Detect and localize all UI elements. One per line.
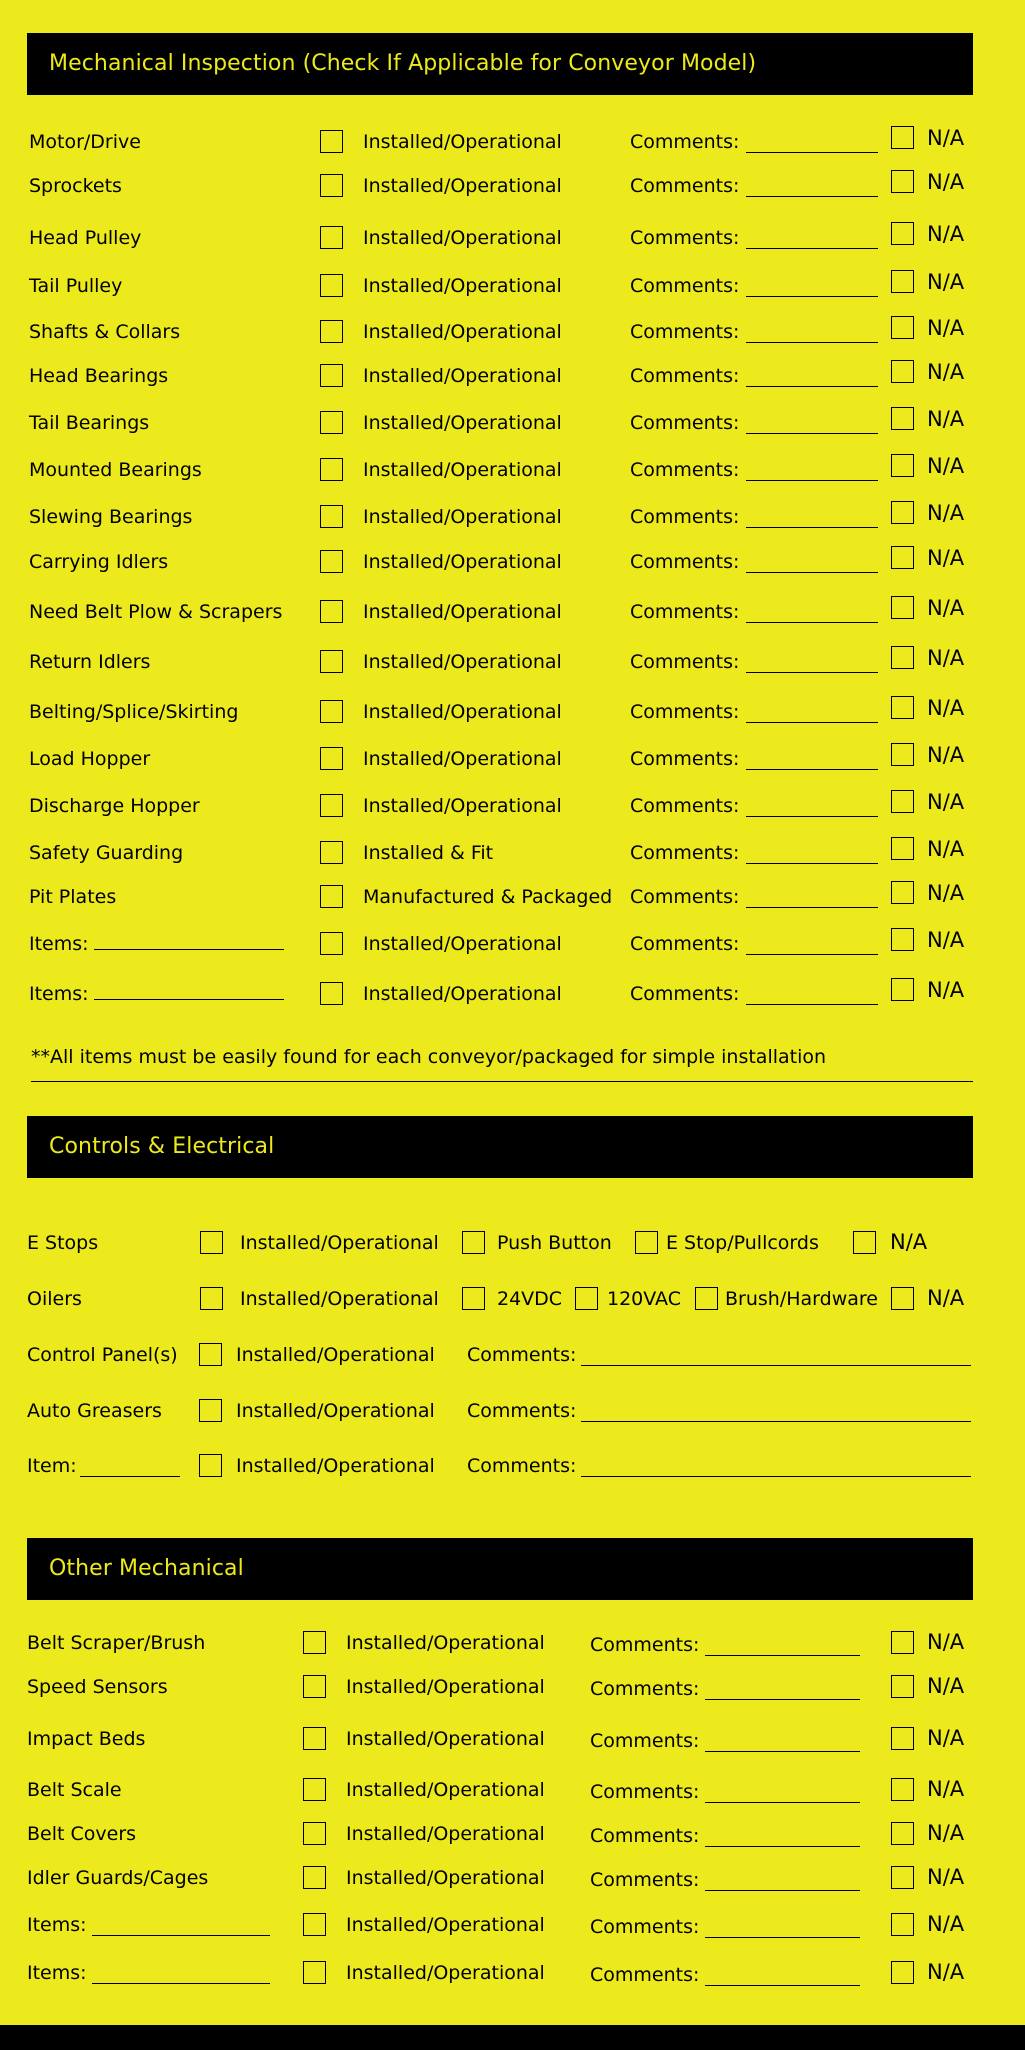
checkbox-na[interactable] bbox=[891, 546, 914, 569]
checkbox-na[interactable] bbox=[891, 1778, 914, 1801]
option-label: Brush/Hardware bbox=[725, 1288, 878, 1310]
status-label: Installed & Fit bbox=[363, 842, 494, 864]
comments-label: Comments: bbox=[590, 1825, 700, 1847]
na-label: N/A bbox=[927, 1286, 965, 1310]
checkbox-na[interactable] bbox=[891, 222, 914, 245]
checkbox-installed[interactable] bbox=[320, 320, 343, 343]
na-label: N/A bbox=[927, 837, 965, 861]
status-label: Installed/Operational bbox=[346, 1632, 545, 1654]
other-section-header: Other Mechanical bbox=[27, 1538, 973, 1600]
comments-label: Comments: bbox=[630, 601, 740, 623]
comments-label: Comments: bbox=[590, 1916, 700, 1938]
checkbox-installed[interactable] bbox=[320, 226, 343, 249]
na-label: N/A bbox=[927, 1865, 965, 1889]
status-label: Installed/Operational bbox=[363, 701, 562, 723]
status-label: Installed/Operational bbox=[363, 506, 562, 528]
option-label: Installed/Operational bbox=[240, 1232, 439, 1254]
status-label: Installed/Operational bbox=[363, 601, 562, 623]
checkbox-installed[interactable] bbox=[320, 364, 343, 387]
row-label: Tail Pulley bbox=[29, 275, 123, 297]
na-label: N/A bbox=[927, 407, 965, 431]
na-label: N/A bbox=[927, 454, 965, 478]
checkbox-na[interactable] bbox=[891, 360, 914, 383]
checkbox-installed[interactable] bbox=[320, 700, 343, 723]
row-label: E Stops bbox=[27, 1232, 99, 1254]
comments-label: Comments: bbox=[590, 1964, 700, 1986]
comments-field[interactable] bbox=[746, 705, 878, 723]
checkbox-na[interactable] bbox=[891, 1913, 914, 1936]
comments-label: Comments: bbox=[630, 933, 740, 955]
status-label: Installed/Operational bbox=[363, 227, 562, 249]
comments-field[interactable] bbox=[746, 179, 878, 197]
mechanical-section-header: Mechanical Inspection (Check If Applicable for Conveyor Model) bbox=[27, 33, 973, 95]
na-label: N/A bbox=[927, 978, 965, 1002]
comments-field[interactable] bbox=[705, 1829, 860, 1847]
checkbox-na[interactable] bbox=[891, 407, 914, 430]
row-label: Belting/Splice/Skirting bbox=[29, 701, 239, 723]
comments-label: Comments: bbox=[630, 651, 740, 673]
checkbox-na[interactable] bbox=[891, 696, 914, 719]
status-label: Installed/Operational bbox=[363, 795, 562, 817]
checkbox-installed[interactable] bbox=[303, 1727, 326, 1750]
comments-field[interactable] bbox=[746, 937, 878, 955]
na-label: N/A bbox=[927, 596, 965, 620]
comments-field[interactable] bbox=[705, 1734, 860, 1752]
checkbox-installed[interactable] bbox=[320, 505, 343, 528]
comments-label: Comments: bbox=[630, 175, 740, 197]
status-label: Installed/Operational bbox=[236, 1344, 435, 1366]
comments-label: Comments: bbox=[630, 321, 740, 343]
option-label: E Stop/Pullcords bbox=[666, 1232, 819, 1254]
comments-label: Comments: bbox=[630, 227, 740, 249]
checkbox-installed[interactable] bbox=[320, 794, 343, 817]
comments-label: Comments: bbox=[630, 275, 740, 297]
row-label: Oilers bbox=[27, 1288, 82, 1310]
item-name-field[interactable] bbox=[92, 1966, 270, 1984]
na-label: N/A bbox=[927, 501, 965, 525]
checkbox-installed[interactable] bbox=[320, 411, 343, 434]
row-label: Control Panel(s) bbox=[27, 1344, 178, 1366]
comments-field[interactable] bbox=[746, 325, 878, 343]
checkbox-installed[interactable] bbox=[303, 1961, 326, 1984]
status-label: Installed/Operational bbox=[363, 275, 562, 297]
checkbox-na[interactable] bbox=[891, 646, 914, 669]
footer-bar bbox=[0, 2025, 1025, 2050]
na-label: N/A bbox=[927, 928, 965, 952]
item-name-field[interactable] bbox=[94, 932, 284, 950]
comments-label: Comments: bbox=[630, 551, 740, 573]
checkbox-installed[interactable] bbox=[199, 1343, 222, 1366]
checkbox-na[interactable] bbox=[891, 454, 914, 477]
status-label: Installed/Operational bbox=[363, 131, 562, 153]
comments-field[interactable] bbox=[705, 1920, 860, 1938]
status-label: Installed/Operational bbox=[346, 1823, 545, 1845]
na-label: N/A bbox=[927, 270, 965, 294]
checkbox-installed[interactable] bbox=[320, 885, 343, 908]
checkbox-na[interactable] bbox=[891, 837, 914, 860]
na-label: N/A bbox=[927, 1630, 965, 1654]
na-label: N/A bbox=[927, 790, 965, 814]
row-label: Speed Sensors bbox=[27, 1676, 168, 1698]
checkbox-installed[interactable] bbox=[303, 1913, 326, 1936]
row-label: Items: bbox=[27, 1962, 87, 1984]
comments-field[interactable] bbox=[746, 655, 878, 673]
checkbox-push-button[interactable] bbox=[462, 1231, 485, 1254]
row-label: Shafts & Collars bbox=[29, 321, 181, 343]
comments-label: Comments: bbox=[630, 842, 740, 864]
checkbox-estop-pullcords[interactable] bbox=[635, 1231, 658, 1254]
na-label: N/A bbox=[927, 1960, 965, 1984]
comments-field[interactable] bbox=[746, 555, 878, 573]
comments-label: Comments: bbox=[467, 1455, 577, 1477]
option-label: Push Button bbox=[497, 1232, 612, 1254]
comments-label: Comments: bbox=[590, 1634, 700, 1656]
comments-label: Comments: bbox=[630, 459, 740, 481]
comments-field[interactable] bbox=[746, 987, 878, 1005]
checkbox-na[interactable] bbox=[891, 928, 914, 951]
comments-field[interactable] bbox=[705, 1968, 860, 1986]
status-label: Installed/Operational bbox=[363, 412, 562, 434]
status-label: Installed/Operational bbox=[363, 321, 562, 343]
checkbox-120vac[interactable] bbox=[575, 1287, 598, 1310]
status-label: Installed/Operational bbox=[363, 551, 562, 573]
comments-field[interactable] bbox=[746, 463, 878, 481]
checkbox-installed[interactable] bbox=[320, 932, 343, 955]
checkbox-brush-hardware[interactable] bbox=[695, 1287, 718, 1310]
status-label: Installed/Operational bbox=[346, 1676, 545, 1698]
row-label: Impact Beds bbox=[27, 1728, 146, 1750]
checkbox-installed[interactable] bbox=[320, 274, 343, 297]
controls-section-header: Controls & Electrical bbox=[27, 1116, 973, 1178]
comments-label: Comments: bbox=[630, 701, 740, 723]
row-label: Carrying Idlers bbox=[29, 551, 169, 573]
comments-field[interactable] bbox=[746, 890, 878, 908]
na-label: N/A bbox=[927, 222, 965, 246]
row-label: Need Belt Plow & Scrapers bbox=[29, 601, 283, 623]
comments-field[interactable] bbox=[581, 1404, 971, 1422]
comments-field[interactable] bbox=[746, 279, 878, 297]
checkbox-installed[interactable] bbox=[303, 1866, 326, 1889]
footnote: **All items must be easily found for each conveyor/packaged for simple installation bbox=[31, 1046, 827, 1068]
comments-field[interactable] bbox=[705, 1785, 860, 1803]
comments-label: Comments: bbox=[590, 1869, 700, 1891]
comments-label: Comments: bbox=[590, 1678, 700, 1700]
checkbox-na[interactable] bbox=[891, 1675, 914, 1698]
checkbox-na[interactable] bbox=[891, 1727, 914, 1750]
status-label: Installed/Operational bbox=[363, 748, 562, 770]
row-label: Motor/Drive bbox=[29, 131, 141, 153]
checkbox-na[interactable] bbox=[891, 1866, 914, 1889]
row-label: Items: bbox=[29, 932, 279, 956]
checkbox-na[interactable] bbox=[891, 743, 914, 766]
status-label: Installed/Operational bbox=[363, 983, 562, 1005]
comments-field[interactable] bbox=[581, 1459, 971, 1477]
status-label: Installed/Operational bbox=[346, 1728, 545, 1750]
checkbox-installed[interactable] bbox=[303, 1778, 326, 1801]
row-label: Items: bbox=[29, 982, 279, 1006]
na-label: N/A bbox=[927, 360, 965, 384]
checkbox-installed[interactable] bbox=[199, 1399, 222, 1422]
status-label: Installed/Operational bbox=[363, 365, 562, 387]
checkbox-installed[interactable] bbox=[320, 650, 343, 673]
row-label: Belt Scale bbox=[27, 1779, 122, 1801]
item-name-field[interactable] bbox=[94, 982, 284, 1000]
status-label: Installed/Operational bbox=[363, 651, 562, 673]
row-label: Belt Covers bbox=[27, 1823, 137, 1845]
checkbox-installed[interactable] bbox=[199, 1454, 222, 1477]
status-label: Installed/Operational bbox=[363, 175, 562, 197]
status-label: Manufactured & Packaged bbox=[363, 886, 613, 908]
row-label: Head Pulley bbox=[29, 227, 142, 249]
comments-label: Comments: bbox=[630, 506, 740, 528]
checkbox-na[interactable] bbox=[891, 126, 914, 149]
comments-label: Comments: bbox=[590, 1730, 700, 1752]
na-label: N/A bbox=[927, 1912, 965, 1936]
comments-label: Comments: bbox=[630, 365, 740, 387]
option-label: 120VAC bbox=[607, 1288, 681, 1310]
checkbox-installed[interactable] bbox=[320, 458, 343, 481]
checkbox-installed[interactable] bbox=[303, 1822, 326, 1845]
checkbox-installed[interactable] bbox=[200, 1231, 223, 1254]
na-label: N/A bbox=[927, 646, 965, 670]
checkbox-na[interactable] bbox=[891, 1631, 914, 1654]
checkbox-na[interactable] bbox=[891, 316, 914, 339]
checkbox-installed[interactable] bbox=[320, 600, 343, 623]
row-label: Auto Greasers bbox=[27, 1400, 162, 1422]
row-label: Item: bbox=[27, 1455, 77, 1477]
option-label: Installed/Operational bbox=[240, 1288, 439, 1310]
row-label: Tail Bearings bbox=[29, 412, 150, 434]
checkbox-na[interactable] bbox=[891, 270, 914, 293]
divider bbox=[31, 1081, 973, 1082]
comments-label: Comments: bbox=[630, 412, 740, 434]
comments-field[interactable] bbox=[746, 846, 878, 864]
status-label: Installed/Operational bbox=[346, 1779, 545, 1801]
comments-field[interactable] bbox=[581, 1348, 971, 1366]
na-label: N/A bbox=[927, 546, 965, 570]
comments-label: Comments: bbox=[630, 131, 740, 153]
na-label: N/A bbox=[890, 1230, 928, 1254]
comments-label: Comments: bbox=[630, 886, 740, 908]
na-label: N/A bbox=[927, 696, 965, 720]
checkbox-installed[interactable] bbox=[320, 841, 343, 864]
checkbox-na[interactable] bbox=[891, 978, 914, 1001]
row-label: Idler Guards/Cages bbox=[27, 1867, 209, 1889]
na-label: N/A bbox=[927, 743, 965, 767]
row-label: Items: bbox=[27, 1914, 87, 1936]
status-label: Installed/Operational bbox=[363, 459, 562, 481]
checkbox-installed[interactable] bbox=[320, 130, 343, 153]
row-label: Safety Guarding bbox=[29, 842, 184, 864]
row-label: Discharge Hopper bbox=[29, 795, 200, 817]
checkbox-installed[interactable] bbox=[200, 1287, 223, 1310]
comments-field[interactable] bbox=[705, 1873, 860, 1891]
status-label: Installed/Operational bbox=[346, 1914, 545, 1936]
comments-label: Comments: bbox=[467, 1400, 577, 1422]
status-label: Installed/Operational bbox=[346, 1962, 545, 1984]
na-label: N/A bbox=[927, 170, 965, 194]
na-label: N/A bbox=[927, 881, 965, 905]
status-label: Installed/Operational bbox=[236, 1455, 435, 1477]
checkbox-na[interactable] bbox=[891, 501, 914, 524]
row-label: Mounted Bearings bbox=[29, 459, 202, 481]
na-label: N/A bbox=[927, 1726, 965, 1750]
comments-label: Comments: bbox=[467, 1344, 577, 1366]
comments-field[interactable] bbox=[746, 416, 878, 434]
comments-field[interactable] bbox=[746, 752, 878, 770]
checkbox-installed[interactable] bbox=[303, 1631, 326, 1654]
comments-field[interactable] bbox=[705, 1638, 860, 1656]
comments-field[interactable] bbox=[746, 369, 878, 387]
row-label: Load Hopper bbox=[29, 748, 151, 770]
row-label: Belt Scraper/Brush bbox=[27, 1632, 206, 1654]
status-label: Installed/Operational bbox=[363, 933, 562, 955]
row-label: Sprockets bbox=[29, 175, 122, 197]
row-label: Slewing Bearings bbox=[29, 506, 193, 528]
na-label: N/A bbox=[927, 1821, 965, 1845]
checkbox-na[interactable] bbox=[853, 1231, 876, 1254]
comments-label: Comments: bbox=[630, 795, 740, 817]
comments-field[interactable] bbox=[746, 510, 878, 528]
row-label: Return Idlers bbox=[29, 651, 151, 673]
comments-field[interactable] bbox=[705, 1682, 860, 1700]
na-label: N/A bbox=[927, 1777, 965, 1801]
na-label: N/A bbox=[927, 316, 965, 340]
item-name-field[interactable] bbox=[80, 1459, 180, 1477]
comments-field[interactable] bbox=[746, 605, 878, 623]
checkbox-na[interactable] bbox=[891, 881, 914, 904]
checkbox-na[interactable] bbox=[891, 1822, 914, 1845]
checkbox-na[interactable] bbox=[891, 1961, 914, 1984]
checkbox-installed[interactable] bbox=[320, 982, 343, 1005]
item-name-field[interactable] bbox=[92, 1918, 270, 1936]
checkbox-na[interactable] bbox=[891, 596, 914, 619]
comments-label: Comments: bbox=[590, 1781, 700, 1803]
na-label: N/A bbox=[927, 126, 965, 150]
checkbox-installed[interactable] bbox=[320, 174, 343, 197]
checkbox-na[interactable] bbox=[891, 790, 914, 813]
comments-field[interactable] bbox=[746, 799, 878, 817]
comments-field[interactable] bbox=[746, 231, 878, 249]
status-label: Installed/Operational bbox=[346, 1867, 545, 1889]
comments-field[interactable] bbox=[746, 135, 878, 153]
row-label: Head Bearings bbox=[29, 365, 169, 387]
option-label: 24VDC bbox=[497, 1288, 563, 1310]
checkbox-installed[interactable] bbox=[320, 550, 343, 573]
status-label: Installed/Operational bbox=[236, 1400, 435, 1422]
comments-label: Comments: bbox=[630, 748, 740, 770]
row-label: Pit Plates bbox=[29, 886, 117, 908]
checkbox-na[interactable] bbox=[891, 170, 914, 193]
checkbox-installed[interactable] bbox=[303, 1675, 326, 1698]
na-label: N/A bbox=[927, 1674, 965, 1698]
checkbox-24vdc[interactable] bbox=[462, 1287, 485, 1310]
comments-label: Comments: bbox=[630, 983, 740, 1005]
checkbox-installed[interactable] bbox=[320, 747, 343, 770]
checkbox-na[interactable] bbox=[891, 1287, 914, 1310]
